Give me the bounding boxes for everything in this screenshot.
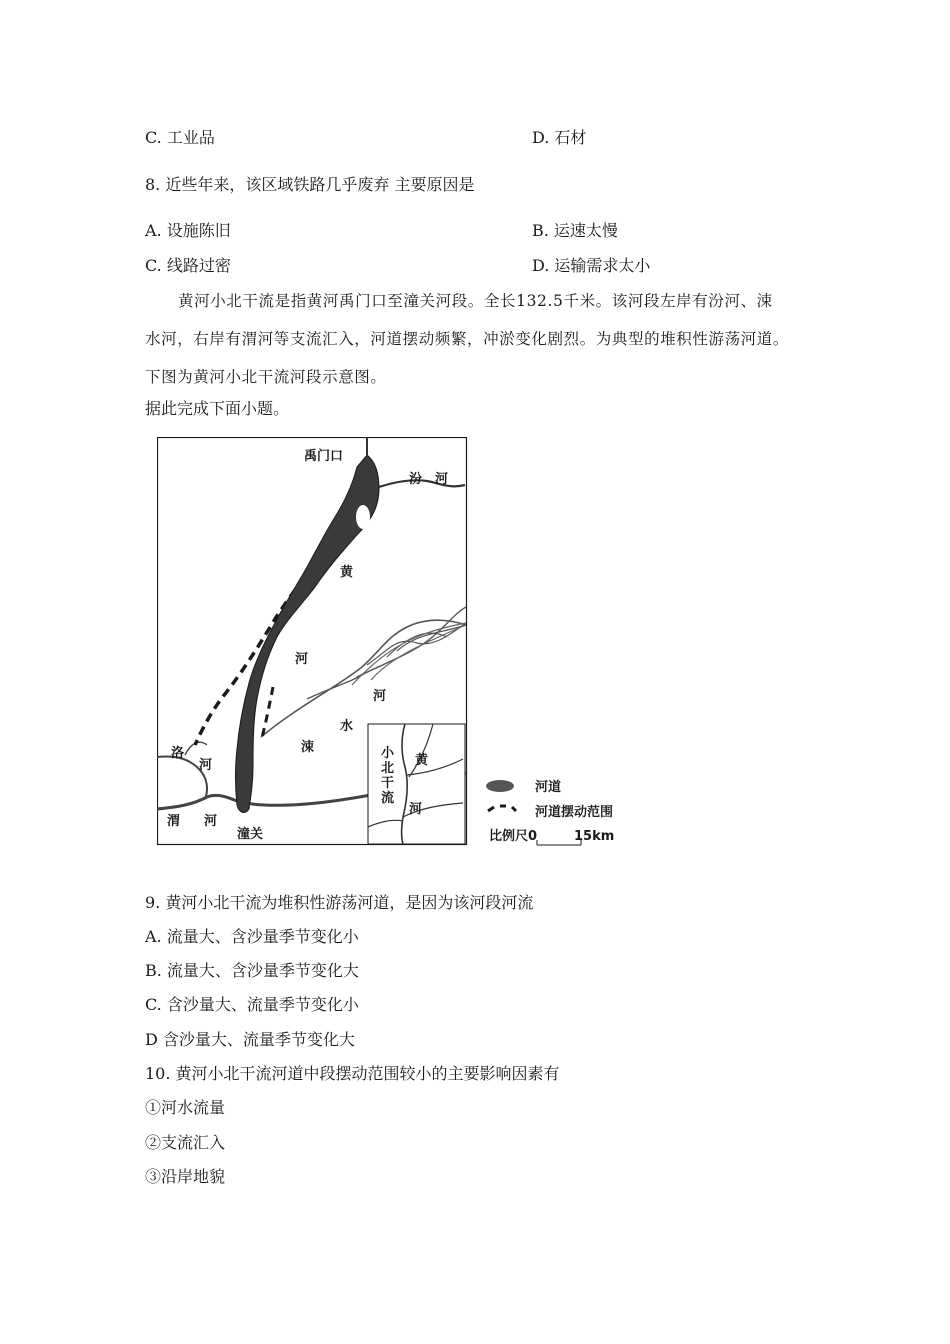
q10-choice-3: ③沿岸地貌 — [145, 1167, 226, 1186]
q8-option-b: B. 运速太慢 — [532, 221, 618, 240]
legend-scale-label: 比例尺0 — [489, 829, 538, 844]
q7-option-d: D. 石材 — [532, 128, 587, 147]
legend-swing-label: 河道摆动范围 — [535, 805, 614, 820]
q8-option-d: D. 运输需求太小 — [532, 256, 651, 275]
passage-line-1: 黄河小北干流是指黄河禹门口至潼关河段。全长132.5千米。该河段左岸有汾河、涑 — [178, 292, 773, 310]
q10-choice-1: ①河水流量 — [145, 1098, 226, 1117]
q9-option-c: C. 含沙量大、流量季节变化小 — [145, 995, 359, 1014]
q8-option-a: A. 设施陈旧 — [145, 221, 231, 240]
inset-label-bei: 北 — [381, 761, 395, 776]
channel-island — [356, 505, 370, 529]
label-fen-1: 汾 — [409, 472, 423, 487]
q9-stem: 9. 黄河小北干流为堆积性游荡河道，是因为该河段河流 — [145, 893, 534, 912]
q7-option-c: C. 工业品 — [145, 128, 215, 147]
label-fen-2: 河 — [435, 472, 449, 487]
label-wei-1: 渭 — [167, 814, 181, 829]
passage-line-2: 水河，右岸有渭河等支流汇入，河道摆动频繁，冲淤变化剧烈。为典型的堆积性游荡河道。 — [145, 330, 790, 348]
label-luo-1: 洛 — [171, 746, 185, 761]
label-huang-1: 黄 — [340, 565, 354, 580]
inset-label-gan: 干 — [381, 776, 395, 791]
q10-stem: 10. 黄河小北干流河道中段摆动范围较小的主要影响因素有 — [145, 1064, 560, 1083]
passage-line-3: 下图为黄河小北干流河段示意图。 — [145, 368, 387, 386]
inset-label-huang: 黄 — [415, 753, 429, 768]
legend-channel-label: 河道 — [535, 780, 562, 795]
label-wei-2: 河 — [204, 814, 218, 829]
q9-option-d: D 含沙量大、流量季节变化大 — [145, 1030, 355, 1049]
inset-label-liu: 流 — [381, 791, 395, 806]
q8-option-c: C. 线路过密 — [145, 256, 231, 275]
inset-label-xiao: 小 — [381, 746, 395, 761]
label-su: 涑 — [301, 740, 315, 755]
label-su-he: 河 — [373, 689, 387, 704]
label-yumenkou: 禹门口 — [304, 449, 344, 464]
q9-option-b: B. 流量大、含沙量季节变化大 — [145, 961, 359, 980]
label-tongguan: 潼关 — [237, 827, 264, 842]
q8-stem: 8. 近些年来，该区域铁路几乎废弃 主要原因是 — [145, 175, 475, 194]
legend-channel-swatch — [486, 780, 514, 792]
inset-label-he: 河 — [409, 802, 423, 817]
passage-instruction: 据此完成下面小题。 — [145, 399, 290, 418]
q10-choice-2: ②支流汇入 — [145, 1133, 226, 1152]
label-luo-2: 河 — [199, 758, 213, 773]
label-huang-2: 河 — [295, 652, 309, 667]
legend-scale-value: 15km — [574, 829, 615, 844]
label-su-shui: 水 — [340, 719, 354, 734]
legend-swing-swatch — [488, 806, 516, 811]
yellow-river-map — [157, 437, 617, 847]
q9-option-a: A. 流量大、含沙量季节变化小 — [145, 927, 359, 946]
